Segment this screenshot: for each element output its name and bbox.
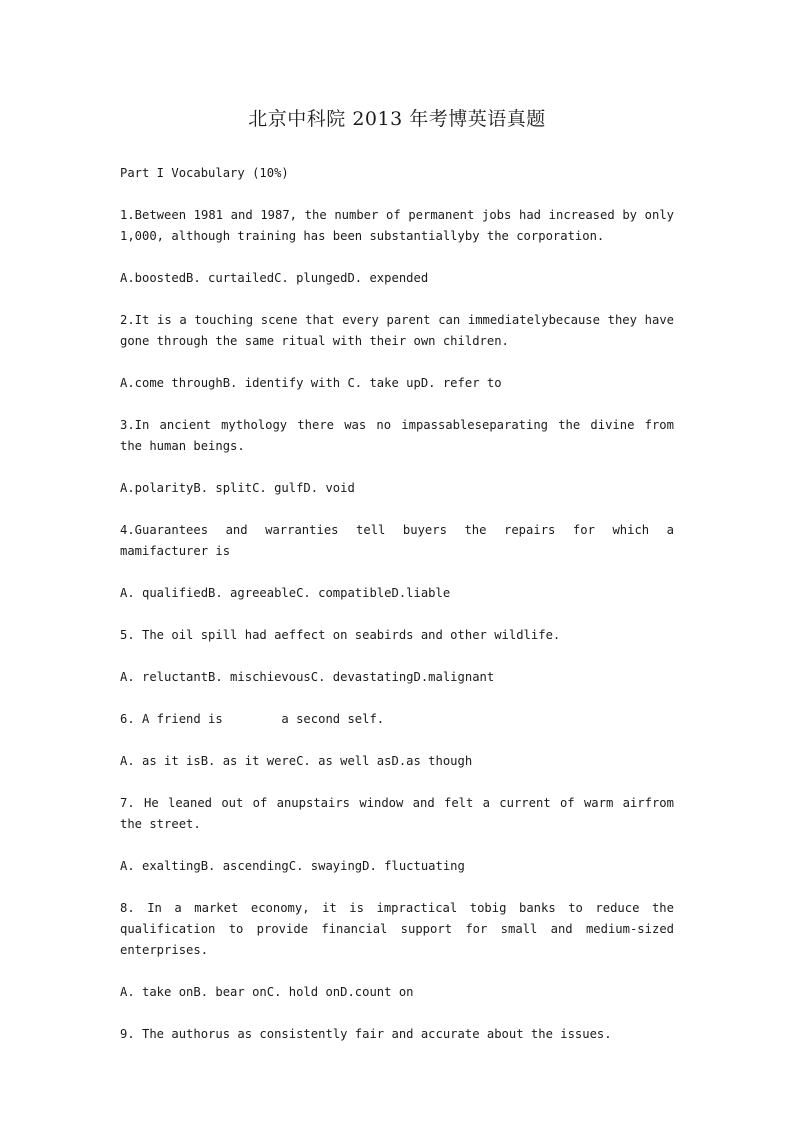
- options-4: A. qualifiedB. agreeableC. compatibleD.liable: [120, 586, 451, 600]
- question-6: 6. A friend is a second self.: [120, 712, 385, 726]
- options-6: A. as it isB. as it wereC. as well asD.as though: [120, 754, 473, 768]
- question-4: 4.Guarantees and warranties tell buyers the repairs for which a mamifacturer is: [120, 523, 682, 558]
- question-9: 9. The authorus as consistently fair and accurate about the issues.: [120, 1027, 612, 1041]
- section-heading: Part I Vocabulary (10%): [120, 166, 289, 180]
- document-body: [120, 163, 682, 1066]
- page-title: 北京中科院 2013 年考博英语真题: [248, 108, 546, 130]
- options-5: A. reluctantB. mischievousC. devastatingD.malignant: [120, 670, 495, 684]
- options-3: A.polarityB. splitC. gulfD. void: [120, 481, 355, 495]
- question-7: 7. He leaned out of anupstairs window and felt a current of warm airfrom the street.: [120, 796, 682, 831]
- question-1: 1.Between 1981 and 1987, the number of permanent jobs had increased by only 1,000, although training has been substantiallyby the corporation.: [120, 208, 682, 243]
- options-7: A. exaltingB. ascendingC. swayingD. fluctuating: [120, 859, 465, 873]
- options-2: A.come throughB. identify with C. take upD. refer to: [120, 376, 502, 390]
- question-5: 5. The oil spill had aeffect on seabirds and other wildlife.: [120, 628, 561, 642]
- question-8: 8. In a market economy, it is impractical tobig banks to reduce the qualification to provide financial support for small and medium-sized enterprises.: [120, 901, 682, 957]
- question-2: 2.It is a touching scene that every parent can immediatelybecause they have gone through the same ritual with their own children.: [120, 313, 682, 348]
- options-1: A.boostedB. curtailedC. plungedD. expended: [120, 271, 429, 285]
- options-8: A. take onB. bear onC. hold onD.count on: [120, 985, 414, 999]
- question-3: 3.In ancient mythology there was no impassableseparating the divine from the human beings.: [120, 418, 682, 453]
